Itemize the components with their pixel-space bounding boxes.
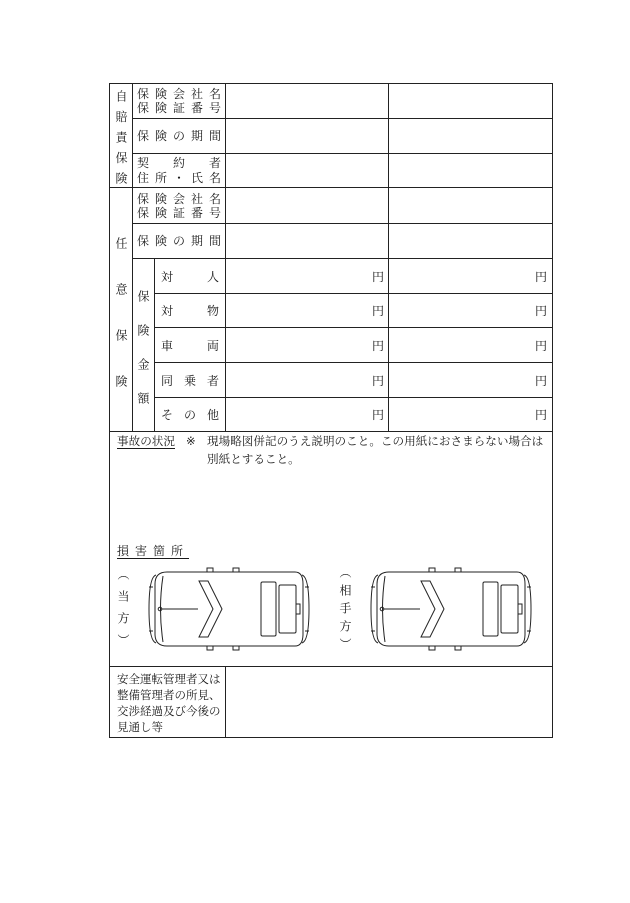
door-mirror [233, 568, 239, 572]
remarks-label-line: 整備管理者の所見、 [117, 688, 221, 702]
accident-note [207, 432, 543, 468]
coverage-amount-own [226, 363, 389, 398]
nini-company-value-other [389, 188, 553, 224]
jibaiseki-period-value-own [226, 119, 389, 154]
address-name-label: 住所・氏名 [137, 170, 228, 185]
own-car-diagram [146, 567, 312, 651]
accident-situation-heading: 事故の状況 [117, 434, 175, 448]
remarks-value-cell [226, 667, 553, 738]
jibaiseki-holder-value-other [389, 154, 553, 188]
remarks-label-line: 見通し等 [117, 720, 163, 734]
coverage-amount-own [226, 398, 389, 432]
coverage-label-bodily-injury: 対人 [161, 269, 254, 284]
coverage-amount-own [226, 328, 389, 363]
yen-unit: 円 [534, 373, 547, 388]
remarks-label-line: 安全運転管理者又は [117, 672, 221, 686]
insured-amount-label: 保険金額 [136, 290, 150, 426]
door-mirror [207, 646, 213, 650]
coverage-amount-other [389, 363, 553, 398]
insured-amount-label-cell [133, 259, 155, 432]
jibaiseki-company-value-own [226, 84, 389, 119]
other-car-diagram [368, 567, 534, 651]
own-side-label: （当方） [116, 568, 130, 656]
yen-unit: 円 [534, 269, 547, 284]
coverage-amount-other [389, 328, 553, 363]
coverage-amount-other [389, 259, 553, 294]
jibaiseki-company-value-other [389, 84, 553, 119]
door-mirror [207, 568, 213, 572]
nini-period-label-cell [133, 224, 226, 259]
nini-period-value-other [389, 224, 553, 259]
jibaiseki-section-label: 自賠責保険 [114, 90, 128, 193]
rear-light [296, 604, 300, 614]
rear-light [518, 604, 522, 614]
jibaiseki-section-label-cell [110, 84, 133, 193]
insurance-company-label: 保険会社名 [137, 191, 228, 206]
policy-number-label: 保険証番号 [137, 101, 228, 115]
coverage-label-passenger: 同乗者 [161, 373, 231, 388]
coverage-label-cell [155, 294, 254, 328]
coverage-label-property-damage: 対物 [161, 304, 254, 318]
insurance-period-label: 保険の期間 [137, 129, 228, 143]
yen-unit: 円 [534, 304, 547, 318]
remarks-label-line: 交渉経過及び今後の [117, 704, 221, 718]
accident-note-line: 別紙とすること。 [207, 452, 300, 466]
door-mirror [455, 568, 461, 572]
coverage-amount-other [389, 398, 553, 432]
coverage-amount-other [389, 294, 553, 328]
yen-unit: 円 [534, 338, 547, 353]
other-side-label: （相手方） [338, 566, 352, 656]
door-mirror [429, 646, 435, 650]
nini-period-value-own [226, 224, 389, 259]
nini-section-label: 任意保険 [114, 237, 128, 421]
yen-unit: 円 [534, 408, 547, 422]
yen-unit: 円 [371, 304, 384, 318]
remarks-label-cell [110, 667, 226, 738]
accident-note-line: 現場略図併記のうえ説明のこと。この用紙におさまらない場合は [207, 434, 544, 448]
coverage-amount-own [226, 259, 389, 294]
accident-situation-cell [110, 432, 553, 667]
door-mirror [233, 646, 239, 650]
yen-unit: 円 [371, 373, 384, 388]
damage-location-heading: 損害箇所 [117, 544, 190, 558]
coverage-label-other: その他 [161, 408, 231, 422]
nini-company-label-cell [133, 188, 226, 224]
coverage-label-cell [155, 259, 254, 294]
yen-unit: 円 [371, 269, 384, 284]
coverage-label-cell [155, 398, 231, 432]
coverage-label-cell [155, 363, 231, 398]
nini-company-value-own [226, 188, 389, 224]
jibaiseki-company-label-cell [133, 84, 226, 119]
coverage-label-cell [155, 328, 254, 363]
accident-report-form [109, 83, 553, 738]
policy-holder-label: 契約者 [137, 155, 246, 170]
policy-number-label: 保険証番号 [137, 205, 228, 220]
insurance-company-label: 保険会社名 [137, 87, 228, 101]
jibaiseki-period-value-other [389, 119, 553, 154]
jibaiseki-holder-label-cell [133, 154, 246, 188]
door-mirror [429, 568, 435, 572]
jibaiseki-holder-value-own [226, 154, 389, 188]
yen-unit: 円 [371, 338, 384, 353]
insurance-period-label: 保険の期間 [137, 234, 228, 248]
coverage-label-vehicle: 車両 [161, 338, 254, 353]
coverage-amount-own [226, 294, 389, 328]
yen-unit: 円 [371, 408, 384, 422]
nini-section-label-cell [110, 188, 133, 432]
door-mirror [455, 646, 461, 650]
note-mark: ※ [186, 434, 196, 448]
jibaiseki-period-label-cell [133, 119, 226, 154]
